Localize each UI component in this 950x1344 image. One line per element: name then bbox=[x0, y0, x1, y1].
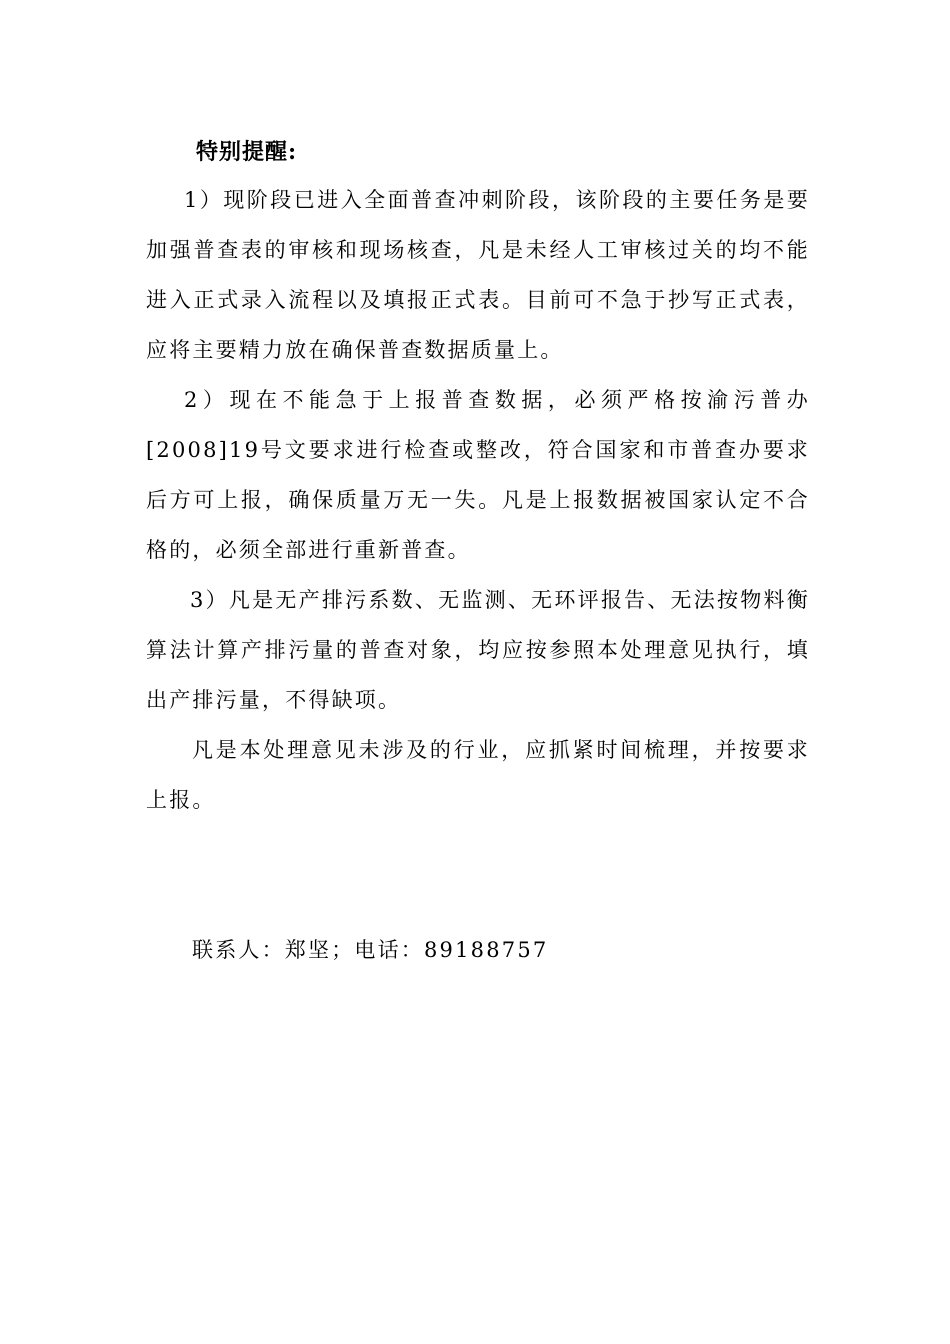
reminder-paragraph-2: 2）现在不能急于上报普查数据，必须严格按渝污普办[2008]19号文要求进行检查或整改，符合国家和市普查办要求后方可上报，确保质量万无一失。凡是上报数据被国家认定不合格的，必须全部进行重新普查。 bbox=[146, 388, 810, 562]
reminder-paragraph-3: 3）凡是无产排污系数、无监测、无环评报告、无法按物料衡算法计算产排污量的普查对象，均应按参照本处理意见执行，填出产排污量，不得缺项。 bbox=[146, 588, 810, 712]
reminder-paragraph-1: 1）现阶段已进入全面普查冲刺阶段，该阶段的主要任务是要加强普查表的审核和现场核查，凡是未经人工审核过关的均不能进入正式录入流程以及填报正式表。目前可不急于抄写正式表，应将主要精力放在确保普查数据质量上。 bbox=[146, 188, 810, 362]
reminder-paragraph-4: 凡是本处理意见未涉及的行业，应抓紧时间梳理，并按要求上报。 bbox=[146, 738, 810, 812]
contact-info: 联系人：郑坚；电话：89188757 bbox=[192, 938, 549, 962]
special-reminder-heading: 特别提醒: bbox=[196, 139, 298, 165]
